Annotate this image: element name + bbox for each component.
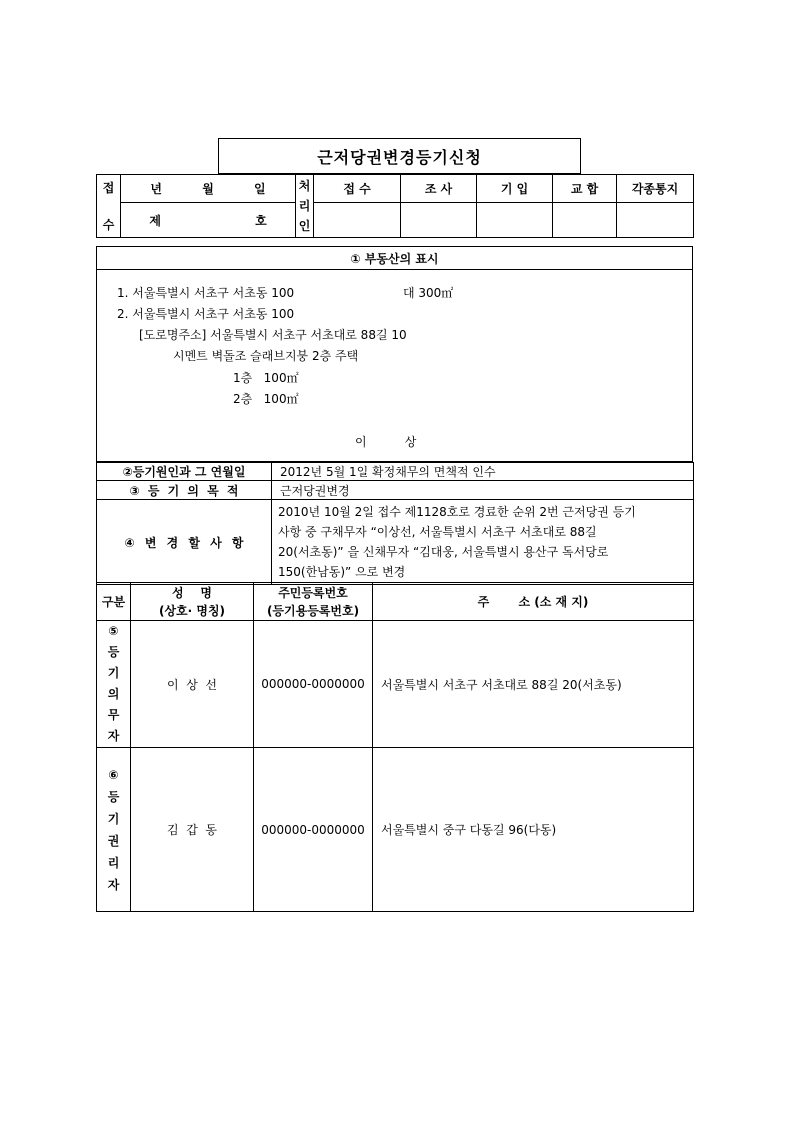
number-suffix: 호: [255, 213, 267, 228]
receipt-label-top: 접: [102, 181, 115, 195]
cause-value: 2012년 5월 1일 확정채무의 면책적 인수: [272, 463, 694, 481]
date-day: 일: [253, 182, 266, 196]
receipt-table: [96, 174, 694, 238]
date-month: 월: [202, 182, 214, 196]
receipt-label: [97, 175, 121, 238]
number-prefix: 제: [149, 213, 161, 228]
id-header: [254, 583, 373, 621]
giip-blank: [477, 203, 553, 238]
cause-label: ②등기원인과 그 연월일: [97, 463, 272, 481]
holder-label: [97, 748, 131, 912]
purpose-label: ③ 등 기 의 목 적: [97, 481, 272, 500]
address-header: 주 소 (소 재 지): [373, 583, 694, 621]
obligor-label-1: ⑤: [108, 624, 119, 638]
receipt-number-cell: [121, 203, 296, 238]
holder-label-4: 권: [107, 833, 120, 848]
property-section: [96, 246, 693, 462]
id-header-top: 주민등록번호: [278, 585, 348, 600]
obligor-label: [97, 621, 131, 748]
property-floor-1: 1층 100㎡: [233, 371, 299, 385]
processor-char-1: 처: [298, 179, 311, 193]
holder-id: 000000-0000000: [254, 748, 373, 912]
obligor-label-6: 자: [107, 729, 120, 743]
header-josa: 조 사: [401, 175, 477, 203]
parties-table: [96, 582, 694, 912]
date-year: 년: [150, 182, 163, 196]
holder-label-1: ⑥: [108, 767, 119, 782]
obligor-name: 이 상 선: [131, 621, 254, 748]
jeopsu-blank: [314, 203, 401, 238]
property-end-mark: 이 상: [355, 435, 417, 449]
processor-label: [296, 175, 314, 238]
header-jeopsu: 접 수: [314, 175, 401, 203]
property-header: [97, 247, 692, 270]
id-header-bottom: (등기용등록번호): [266, 603, 360, 618]
property-line-2: 2. 서울특별시 서초구 서초동 100: [117, 307, 295, 321]
land-area: 대 300㎡: [403, 286, 454, 300]
obligor-address: 서울특별시 서초구 서초대로 88길 20(서초동): [373, 621, 694, 748]
josa-blank: [401, 203, 477, 238]
gubun-header: 구분: [97, 583, 131, 621]
obligor-label-2: 등: [107, 645, 120, 659]
processor-char-2: 리: [298, 199, 311, 213]
obligor-label-3: 기: [107, 666, 120, 680]
page-title: [218, 138, 581, 174]
receipt-date-cell: [121, 175, 296, 203]
property-line-1: 1. 서울특별시 서초구 서초동 100: [117, 286, 295, 300]
notice-blank: [617, 203, 694, 238]
change-line-4: 150(한남동)” 으로 변경: [278, 565, 406, 579]
receipt-label-bottom: 수: [102, 218, 115, 232]
page-title-text: 근저당권변경등기신청: [317, 147, 482, 167]
holder-label-5: 리: [107, 855, 120, 870]
purpose-value: 근저당권변경: [272, 481, 694, 500]
holder-address: 서울특별시 중구 다동길 96(다동): [373, 748, 694, 912]
processor-char-3: 인: [298, 219, 311, 233]
name-header-top: 성 명: [172, 585, 212, 600]
property-road-address: [도로명주소] 서울특별시 서초구 서초대로 88길 10: [139, 328, 407, 342]
registration-info-table: [96, 462, 694, 585]
change-line-2: 사항 중 구채무자 “이상선, 서울특별시 서초구 서초대로 88길: [278, 525, 597, 539]
holder-label-6: 자: [107, 877, 120, 892]
property-floor-2: 2층 100㎡: [233, 392, 299, 406]
obligor-label-5: 무: [107, 708, 120, 722]
obligor-label-4: 의: [107, 687, 120, 701]
header-giip: 기 입: [477, 175, 553, 203]
header-gyohap: 교 합: [553, 175, 617, 203]
property-structure: 시멘트 벽돌조 슬래브지붕 2층 주택: [173, 349, 359, 363]
change-line-3: 20(서초동)” 을 신채무자 “김대웅, 서울특별시 용산구 독서당로: [278, 545, 609, 559]
holder-label-3: 기: [107, 811, 120, 826]
obligor-id: 000000-0000000: [254, 621, 373, 748]
property-header-text: ① 부동산의 표시: [350, 251, 439, 266]
name-header: [131, 583, 254, 621]
header-notice: 각종통지: [617, 175, 694, 203]
holder-label-2: 등: [107, 789, 120, 804]
gyohap-blank: [553, 203, 617, 238]
change-label: ④ 변 경 할 사 항: [97, 500, 272, 585]
change-line-1: 2010년 10월 2일 접수 제1128호로 경료한 순위 2번 근저당권 등기: [278, 505, 636, 519]
holder-name: 김 갑 동: [131, 748, 254, 912]
name-header-bottom: (상호· 명칭): [158, 603, 226, 618]
change-value: [272, 500, 694, 585]
